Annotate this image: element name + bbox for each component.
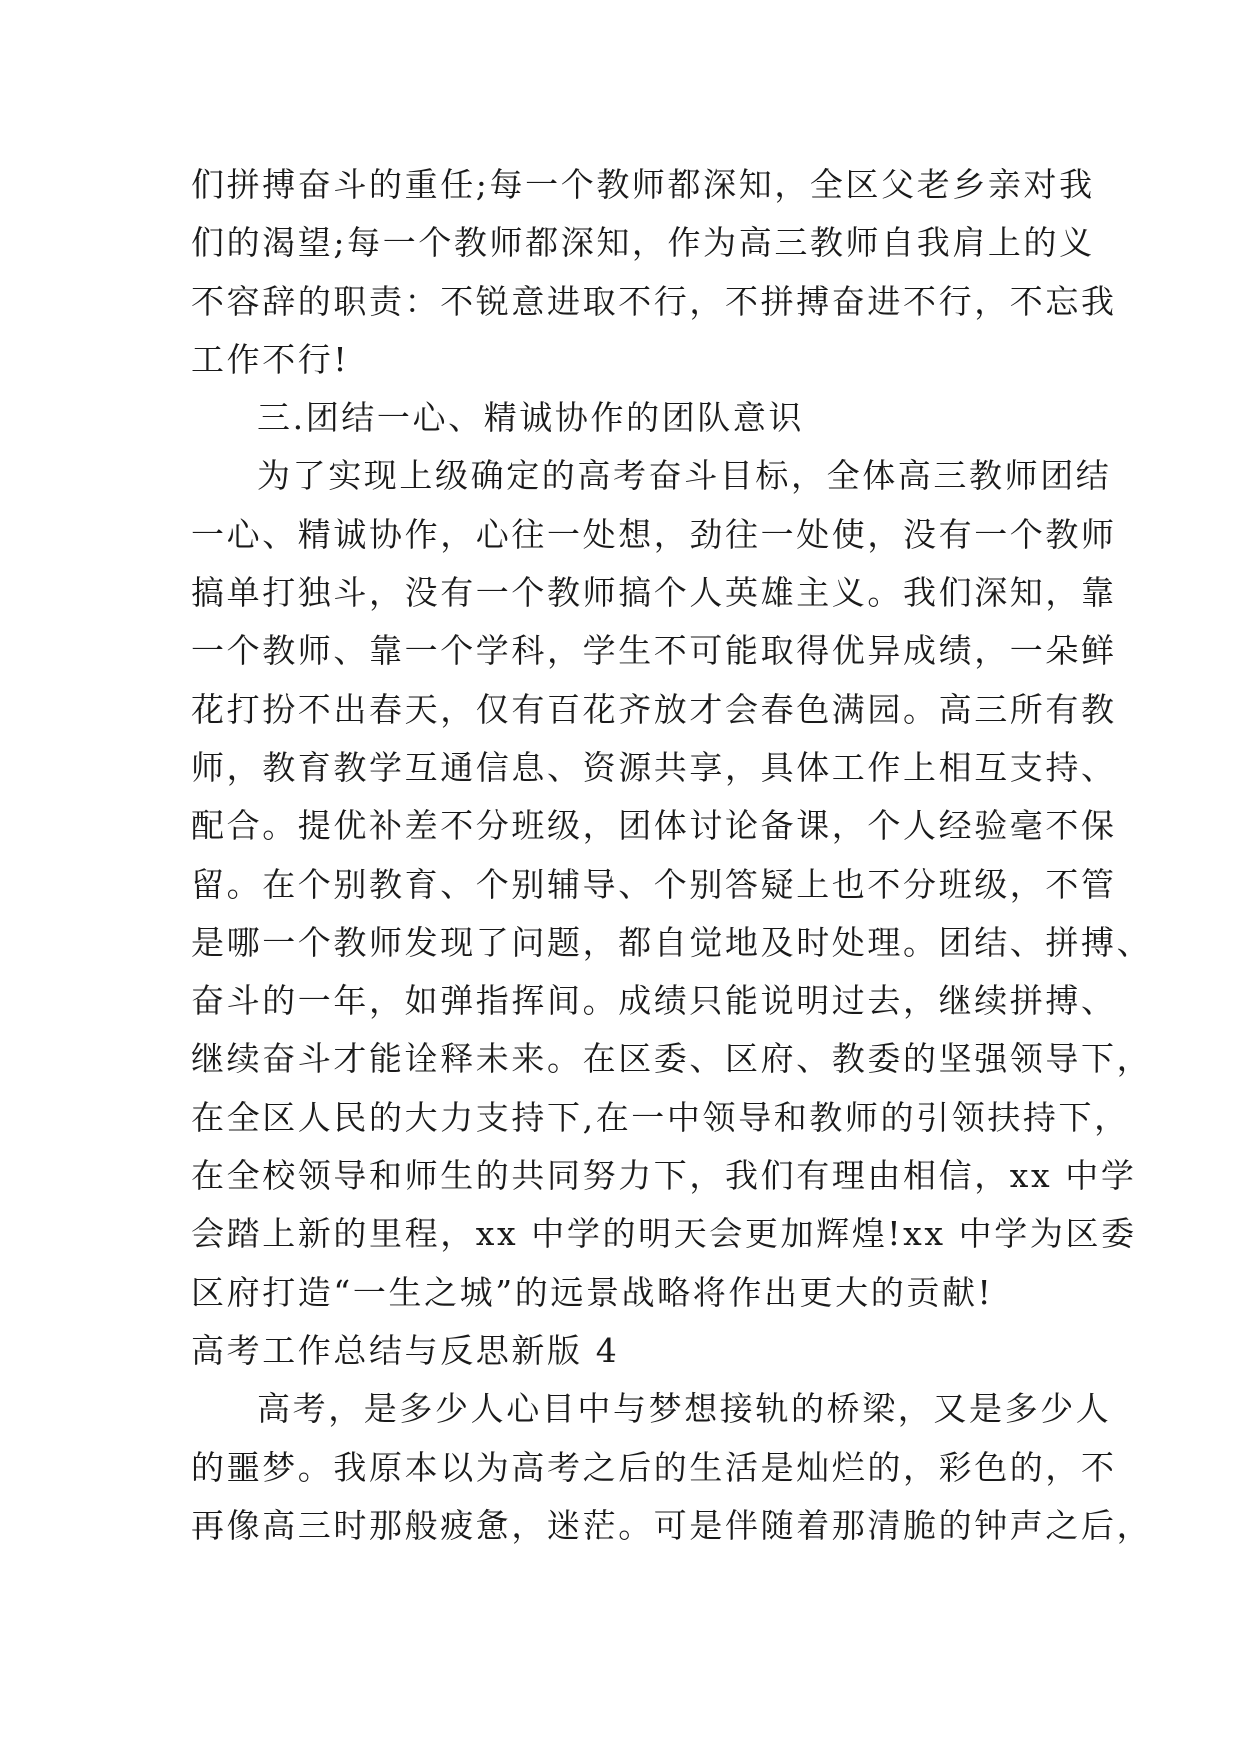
paragraph-line: 不容辞的职责：不锐意进取不行，不拼搏奋进不行，不忘我 [191,281,1117,321]
article-title: 高考工作总结与反思新版 4 [191,1330,620,1370]
paragraph-line: 在全校领导和师生的共同努力下，我们有理由相信，xx 中学 [191,1156,1137,1196]
paragraph-line: 继续奋斗才能诠释未来。在区委、区府、教委的坚强领导下， [191,1039,1153,1079]
paragraph-line: 师，教育教学互通信息、资源共享，具体工作上相互支持、 [191,747,1117,787]
paragraph-line: 是哪一个教师发现了问题，都自觉地及时处理。团结、拼搏、 [191,922,1153,962]
paragraph-line: 配合。提优补差不分班级，团体讨论备课，个人经验毫不保 [191,806,1117,846]
paragraph-line: 会踏上新的里程，xx 中学的明天会更加辉煌!xx 中学为区委 [191,1214,1137,1254]
paragraph-line: 搞单打独斗，没有一个教师搞个人英雄主义。我们深知，靠 [191,573,1117,613]
paragraph-line: 们的渴望;每一个教师都深知，作为高三教师自我肩上的义 [191,223,1095,263]
paragraph-line: 奋斗的一年，如弹指挥间。成绩只能说明过去，继续拼搏、 [191,981,1117,1021]
paragraph-line: 为了实现上级确定的高考奋斗目标，全体高三教师团结 [257,456,1112,496]
paragraph-line: 区府打造“一生之城”的远景战略将作出更大的贡献! [191,1272,994,1312]
paragraph-line: 的噩梦。我原本以为高考之后的生活是灿烂的，彩色的，不 [191,1447,1117,1487]
paragraph-line: 高考，是多少人心目中与梦想接轨的桥梁，又是多少人 [257,1389,1112,1429]
paragraph-line: 一心、精诚协作，心往一处想，劲往一处使，没有一个教师 [191,514,1117,554]
paragraph-line: 一个教师、靠一个学科，学生不可能取得优异成绩，一朵鲜 [191,631,1117,671]
paragraph-line: 留。在个别教育、个别辅导、个别答疑上也不分班级，不管 [191,864,1117,904]
paragraph-line: 花打扮不出春天，仅有百花齐放才会春色满园。高三所有教 [191,689,1117,729]
paragraph-line: 工作不行! [191,339,350,379]
document-body [191,156,1153,1555]
paragraph-line: 们拼搏奋斗的重任;每一个教师都深知，全区父老乡亲对我 [191,165,1095,204]
paragraph-line: 在全区人民的大力支持下,在一中领导和教师的引领扶持下， [191,1097,1130,1137]
paragraph-line: 再像高三时那般疲惫，迷茫。可是伴随着那清脆的钟声之后， [191,1505,1153,1545]
section-heading: 三.团结一心、精诚协作的团队意识 [257,398,805,438]
